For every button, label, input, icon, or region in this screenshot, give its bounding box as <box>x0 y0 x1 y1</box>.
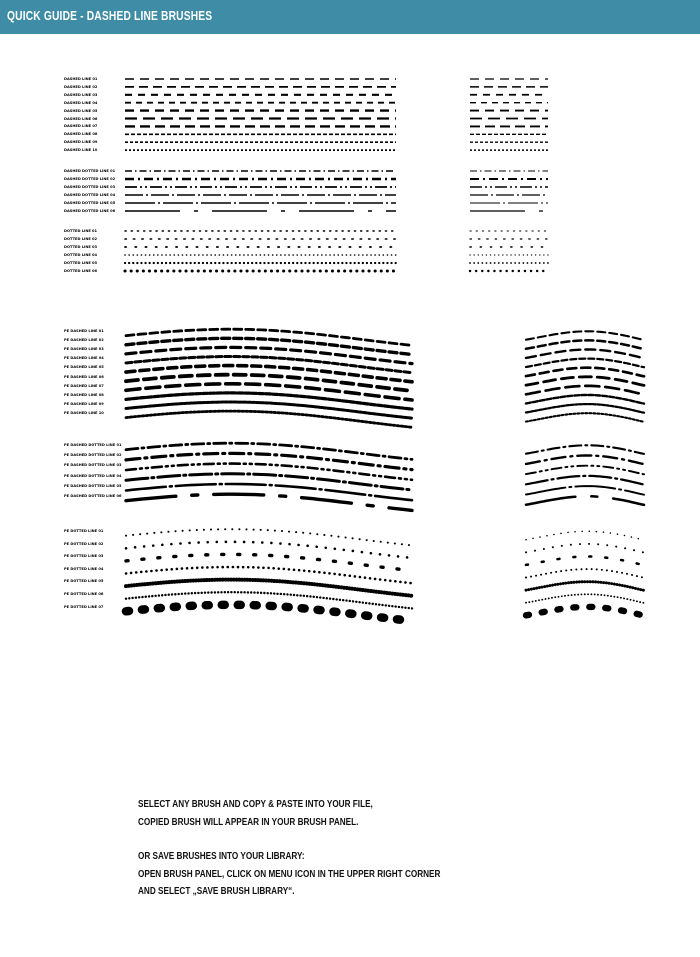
brush-sample-pe-dashed-lines-1 <box>126 329 412 345</box>
brush-preview-pe-dashed-dotted-lines-2 <box>526 456 644 465</box>
label-pe-dashed-lines-8: PE DASHED LINE 08 <box>64 392 104 397</box>
instruction-line-1: SELECT ANY BRUSH AND COPY & PASTE INTO YOUR FILE, <box>138 798 373 810</box>
instruction-line-5: AND SELECT „SAVE BRUSH LIBRARY“. <box>138 885 295 897</box>
label-pe-dotted-lines-7: PE DOTTED LINE 07 <box>64 604 104 609</box>
label-pe-dotted-lines-2: PE DOTTED LINE 02 <box>64 541 104 546</box>
brush-preview-pe-dashed-lines-1 <box>526 331 644 340</box>
label-dotted-lines-2: DOTTED LINE 02 <box>64 237 98 241</box>
label-pe-dashed-lines-9: PE DASHED LINE 09 <box>64 401 104 406</box>
label-dashed-lines-9: DASHED LINE 09 <box>64 140 98 145</box>
label-dashed-lines-4: DASHED LINE 04 <box>64 100 98 105</box>
brush-preview-pe-dotted-lines-1 <box>526 531 644 540</box>
label-pe-dashed-dotted-lines-5: PE DASHED DOTTED LINE 05 <box>64 483 122 488</box>
brush-sample-pe-dotted-lines-7 <box>126 605 412 621</box>
label-dashed-lines-3: DASHED LINE 03 <box>64 92 98 97</box>
instruction-line-2: COPIED BRUSH WILL APPEAR IN YOUR BRUSH PANEL. <box>138 815 359 828</box>
label-pe-dashed-lines-6: PE DASHED LINE 06 <box>64 374 104 379</box>
brush-sample-pe-dotted-lines-5 <box>126 580 412 596</box>
brush-preview-pe-dashed-dotted-lines-3 <box>526 466 644 475</box>
brush-preview-pe-dashed-lines-2 <box>526 340 644 349</box>
label-pe-dotted-lines-5: PE DOTTED LINE 05 <box>64 579 104 584</box>
label-pe-dashed-dotted-lines-6: PE DASHED DOTTED LINE 06 <box>64 494 122 498</box>
label-pe-dashed-lines-10: PE DASHED LINE 10 <box>64 410 104 415</box>
brush-sample-pe-dashed-dotted-lines-6 <box>126 494 412 510</box>
label-pe-dashed-lines-3: PE DASHED LINE 03 <box>64 347 104 352</box>
label-pe-dashed-dotted-lines-3: PE DASHED DOTTED LINE 03 <box>64 463 122 468</box>
label-pe-dotted-lines-6: PE DOTTED LINE 06 <box>64 592 104 596</box>
brush-sample-pe-dotted-lines-1 <box>126 529 412 545</box>
label-pe-dashed-dotted-lines-1: PE DASHED DOTTED LINE 01 <box>64 443 122 447</box>
instruction-line-4: OPEN BRUSH PANEL, CLICK ON MENU ICON IN THE UPPER RIGHT CORNER <box>138 867 441 880</box>
brush-preview-pe-dashed-lines-6 <box>526 377 644 386</box>
brush-preview-pe-dotted-lines-5 <box>526 582 644 591</box>
page-title: QUICK GUIDE - DASHED LINE BRUSHES <box>7 9 213 23</box>
brush-preview-pe-dashed-lines-10 <box>526 413 644 422</box>
label-dotted-lines-3: DOTTED LINE 03 <box>64 245 98 249</box>
brush-preview-pe-dashed-dotted-lines-6 <box>526 496 644 505</box>
brush-preview-pe-dashed-dotted-lines-1 <box>526 445 644 454</box>
brush-preview-pe-dashed-lines-7 <box>526 386 644 395</box>
label-dotted-lines-4: DOTTED LINE 04 <box>64 253 98 257</box>
label-dashed-dotted-lines-2: DASHED DOTTED LINE 02 <box>64 177 116 181</box>
label-dotted-lines-1: DOTTED LINE 01 <box>64 229 98 233</box>
label-dashed-dotted-lines-1: DASHED DOTTED LINE 01 <box>64 169 116 173</box>
brush-preview-pe-dashed-lines-3 <box>526 350 644 359</box>
label-pe-dashed-dotted-lines-2: PE DASHED DOTTED LINE 02 <box>64 453 122 458</box>
brush-preview-pe-dashed-lines-8 <box>526 395 644 404</box>
brush-sample-pe-dashed-dotted-lines-1 <box>126 443 412 459</box>
label-dashed-dotted-lines-6: DASHED DOTTED LINE 06 <box>64 209 116 213</box>
label-dotted-lines-5: DOTTED LINE 05 <box>64 261 98 265</box>
label-pe-dotted-lines-1: PE DOTTED LINE 01 <box>64 529 104 533</box>
label-pe-dashed-lines-1: PE DASHED LINE 01 <box>64 329 104 333</box>
label-pe-dashed-lines-5: PE DASHED LINE 05 <box>64 365 104 370</box>
brush-preview-pe-dashed-dotted-lines-5 <box>526 486 644 495</box>
brush-preview-pe-dotted-lines-7 <box>526 607 644 616</box>
label-dashed-dotted-lines-3: DASHED DOTTED LINE 03 <box>64 185 116 189</box>
label-dashed-lines-8: DASHED LINE 08 <box>64 132 98 137</box>
brush-preview-pe-dotted-lines-3 <box>526 557 644 566</box>
label-dashed-lines-6: DASHED LINE 06 <box>64 116 98 121</box>
label-pe-dotted-lines-4: PE DOTTED LINE 04 <box>64 566 104 571</box>
brush-preview-pe-dashed-lines-4 <box>526 359 644 368</box>
label-dashed-lines-1: DASHED LINE 01 <box>64 77 98 81</box>
label-pe-dashed-lines-2: PE DASHED LINE 02 <box>64 338 104 343</box>
label-dotted-lines-6: DOTTED LINE 06 <box>64 269 98 273</box>
label-dashed-dotted-lines-5: DASHED DOTTED LINE 05 <box>64 201 116 205</box>
brush-sample-pe-dashed-dotted-lines-4 <box>126 474 412 490</box>
brush-preview-pe-dotted-lines-6 <box>526 594 644 603</box>
label-dashed-lines-5: DASHED LINE 05 <box>64 108 98 113</box>
label-dashed-lines-10: DASHED LINE 10 <box>64 148 98 153</box>
instructions <box>138 796 440 901</box>
brush-preview-pe-dotted-lines-4 <box>526 569 644 578</box>
brush-preview-pe-dashed-lines-5 <box>526 368 644 377</box>
label-pe-dashed-dotted-lines-4: PE DASHED DOTTED LINE 04 <box>64 473 122 478</box>
label-dashed-lines-7: DASHED LINE 07 <box>64 124 98 129</box>
label-dashed-lines-2: DASHED LINE 02 <box>64 84 98 89</box>
label-pe-dashed-lines-4: PE DASHED LINE 04 <box>64 356 104 361</box>
label-pe-dashed-lines-7: PE DASHED LINE 07 <box>64 383 104 388</box>
brush-sample-pe-dashed-dotted-lines-2 <box>126 453 412 469</box>
brush-preview-pe-dotted-lines-2 <box>526 544 644 553</box>
label-pe-dotted-lines-3: PE DOTTED LINE 03 <box>64 554 104 559</box>
brush-preview-pe-dashed-dotted-lines-4 <box>526 476 644 485</box>
label-dashed-dotted-lines-4: DASHED DOTTED LINE 04 <box>64 193 116 197</box>
instruction-line-3: OR SAVE BRUSHES INTO YOUR LIBRARY: <box>138 850 305 862</box>
brush-preview-pe-dashed-lines-9 <box>526 404 644 413</box>
